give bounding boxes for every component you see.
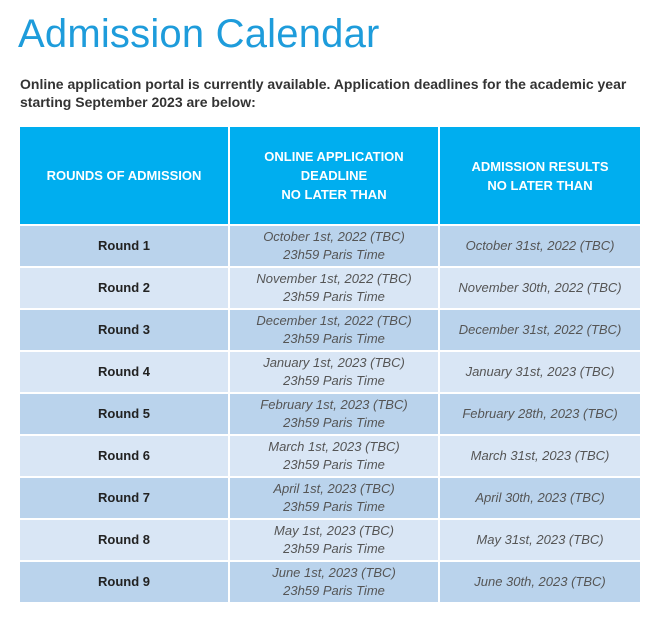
table-row (20, 561, 640, 602)
header-rounds (20, 127, 229, 225)
round-cell: Round 3 (20, 309, 229, 351)
deadline-date: April 1st, 2023 (TBC) (273, 481, 395, 496)
deadline-cell (229, 267, 439, 309)
intro-text: Online application portal is currently available. Application deadlines for the academic year starting September 2023 are below: (20, 76, 627, 110)
result-cell (439, 225, 640, 267)
round-cell: Round 6 (20, 435, 229, 477)
header-results-line1: ADMISSION RESULTS (471, 158, 609, 174)
round-cell: Round 8 (20, 519, 229, 561)
table-row (20, 309, 640, 351)
admission-calendar-table (20, 127, 640, 602)
deadline-time: 23h59 Paris Time (283, 457, 385, 472)
round-cell: Round 2 (20, 267, 229, 309)
result-cell (439, 519, 640, 561)
table-row (20, 225, 640, 267)
deadline-cell (229, 351, 439, 393)
result-date: April 30th, 2023 (TBC) (475, 490, 605, 505)
header-deadline-line1: ONLINE APPLICATION (264, 149, 404, 164)
result-cell (439, 561, 640, 602)
deadline-date: March 1st, 2023 (TBC) (268, 439, 400, 454)
deadline-date: November 1st, 2022 (TBC) (256, 271, 412, 286)
round-cell: Round 4 (20, 351, 229, 393)
header-results (439, 127, 640, 225)
deadline-date: October 1st, 2022 (TBC) (263, 229, 405, 244)
result-date: June 30th, 2023 (TBC) (474, 574, 606, 589)
round-cell: Round 7 (20, 477, 229, 519)
header-rounds-label: ROUNDS OF ADMISSION (46, 168, 202, 183)
result-cell (439, 351, 640, 393)
table-row (20, 393, 640, 435)
round-cell: Round 1 (20, 225, 229, 267)
result-cell (439, 267, 640, 309)
page-title: Admission Calendar (18, 12, 380, 56)
deadline-time: 23h59 Paris Time (283, 541, 385, 556)
deadline-date: June 1st, 2023 (TBC) (272, 565, 396, 580)
result-date: November 30th, 2022 (TBC) (458, 280, 622, 295)
deadline-time: 23h59 Paris Time (283, 373, 385, 388)
deadline-date: February 1st, 2023 (TBC) (260, 397, 408, 412)
round-cell: Round 5 (20, 393, 229, 435)
result-date: May 31st, 2023 (TBC) (476, 532, 604, 547)
deadline-date: May 1st, 2023 (TBC) (274, 523, 394, 538)
result-date: March 31st, 2023 (TBC) (470, 448, 610, 463)
result-cell (439, 393, 640, 435)
deadline-time: 23h59 Paris Time (283, 415, 385, 430)
result-cell (439, 309, 640, 351)
deadline-cell (229, 477, 439, 519)
deadline-time: 23h59 Paris Time (283, 331, 385, 346)
deadline-cell (229, 225, 439, 267)
deadline-cell (229, 435, 439, 477)
table-row (20, 351, 640, 393)
deadline-time: 23h59 Paris Time (283, 583, 385, 598)
deadline-cell (229, 561, 439, 602)
result-date: December 31st, 2022 (TBC) (458, 322, 622, 337)
deadline-cell (229, 309, 439, 351)
result-date: January 31st, 2023 (TBC) (465, 364, 615, 379)
table-header-row (20, 127, 640, 225)
header-deadline (229, 127, 439, 225)
result-cell (439, 435, 640, 477)
deadline-cell (229, 393, 439, 435)
deadline-time: 23h59 Paris Time (283, 289, 385, 304)
result-cell (439, 477, 640, 519)
deadline-time: 23h59 Paris Time (283, 247, 385, 262)
deadline-cell (229, 519, 439, 561)
table-row (20, 267, 640, 309)
header-deadline-line2: DEADLINE (300, 168, 368, 183)
deadline-date: January 1st, 2023 (TBC) (263, 355, 405, 370)
deadline-date: December 1st, 2022 (TBC) (256, 313, 412, 328)
round-cell: Round 9 (20, 561, 229, 602)
header-deadline-line3: NO LATER THAN (281, 187, 387, 202)
header-results-line2: NO LATER THAN (487, 177, 593, 193)
table-row (20, 477, 640, 519)
table-row (20, 435, 640, 477)
result-date: October 31st, 2022 (TBC) (465, 238, 615, 253)
result-date: February 28th, 2023 (TBC) (462, 406, 618, 421)
table-row (20, 519, 640, 561)
deadline-time: 23h59 Paris Time (283, 499, 385, 514)
